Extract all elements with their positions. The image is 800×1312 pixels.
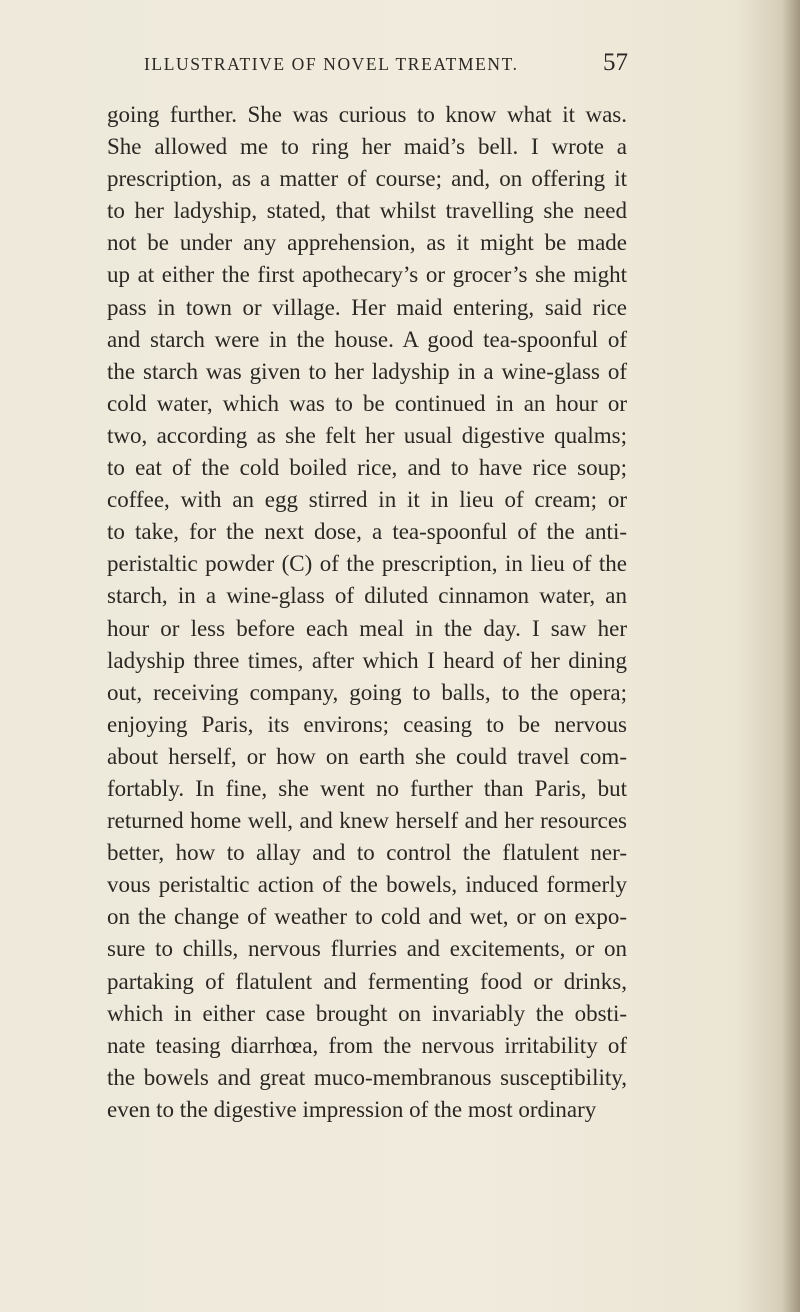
text-line: out, receiving company, going to balls, to the opera; bbox=[107, 679, 627, 705]
text-line: sure to chills, nervous flurries and excitements, or on bbox=[107, 936, 627, 962]
text-line: pass in town or village. Her maid entering, said rice bbox=[107, 294, 627, 320]
page-header bbox=[144, 49, 628, 84]
text-line: two, according as she felt her usual digestive qualms; bbox=[107, 422, 627, 448]
text-line: better, how to allay and to control the flatulent ner- bbox=[107, 840, 627, 866]
text-line: on the change of weather to cold and wet, or on expo- bbox=[107, 904, 627, 930]
text-line: prescription, as a matter of course; and, on offering it bbox=[107, 166, 627, 192]
text-line: cold water, which was to be continued in an hour or bbox=[107, 390, 627, 416]
text-line: partaking of flatulent and fermenting food or drinks, bbox=[107, 968, 627, 994]
text-line: about herself, or how on earth she could travel com- bbox=[107, 743, 627, 769]
text-line: peristaltic powder (C) of the prescription, in lieu of the bbox=[107, 551, 627, 577]
text-line: starch, in a wine-glass of diluted cinnamon water, an bbox=[107, 583, 627, 609]
text-line: coffee, with an egg stirred in it in lieu of cream; or bbox=[107, 487, 627, 513]
text-line: to her ladyship, stated, that whilst travelling she need bbox=[107, 198, 627, 224]
text-line: even to the digestive impression of the most ordinary bbox=[107, 1096, 597, 1122]
text-line: ladyship three times, after which I heard of her dining bbox=[107, 647, 627, 673]
text-line: which in either case brought on invariably the obsti- bbox=[107, 1000, 627, 1026]
text-line: She allowed me to ring her maid’s bell. I wrote a bbox=[107, 134, 627, 160]
text-line: to eat of the cold boiled rice, and to have rice soup; bbox=[107, 455, 627, 481]
text-line: to take, for the next dose, a tea-spoonful of the anti- bbox=[107, 519, 627, 545]
text-line: fortably. In fine, she went no further than Paris, but bbox=[107, 775, 627, 801]
text-line: not be under any apprehension, as it might be made bbox=[107, 230, 627, 256]
body-text bbox=[107, 99, 627, 1126]
running-head: ILLUSTRATIVE OF NOVEL TREATMENT. bbox=[144, 54, 519, 74]
text-line: nate teasing diarrhœa, from the nervous irritability of bbox=[107, 1032, 627, 1058]
text-line: vous peristaltic action of the bowels, induced formerly bbox=[107, 872, 627, 898]
page-edge-shadow bbox=[782, 0, 800, 1312]
text-line: the starch was given to her ladyship in a wine-glass of bbox=[107, 358, 627, 384]
text-line: and starch were in the house. A good tea-spoonful of bbox=[107, 326, 627, 352]
text-line: up at either the first apothecary’s or grocer’s she might bbox=[107, 262, 627, 288]
text-line: returned home well, and knew herself and her resources bbox=[107, 808, 627, 834]
text-line: enjoying Paris, its environs; ceasing to be nervous bbox=[107, 711, 627, 737]
text-line: hour or less before each meal in the day. I saw her bbox=[107, 615, 627, 641]
text-line: going further. She was curious to know what it was. bbox=[107, 102, 627, 127]
page-number: 57 bbox=[603, 49, 628, 76]
text-line: the bowels and great muco-membranous susceptibility, bbox=[107, 1064, 627, 1090]
